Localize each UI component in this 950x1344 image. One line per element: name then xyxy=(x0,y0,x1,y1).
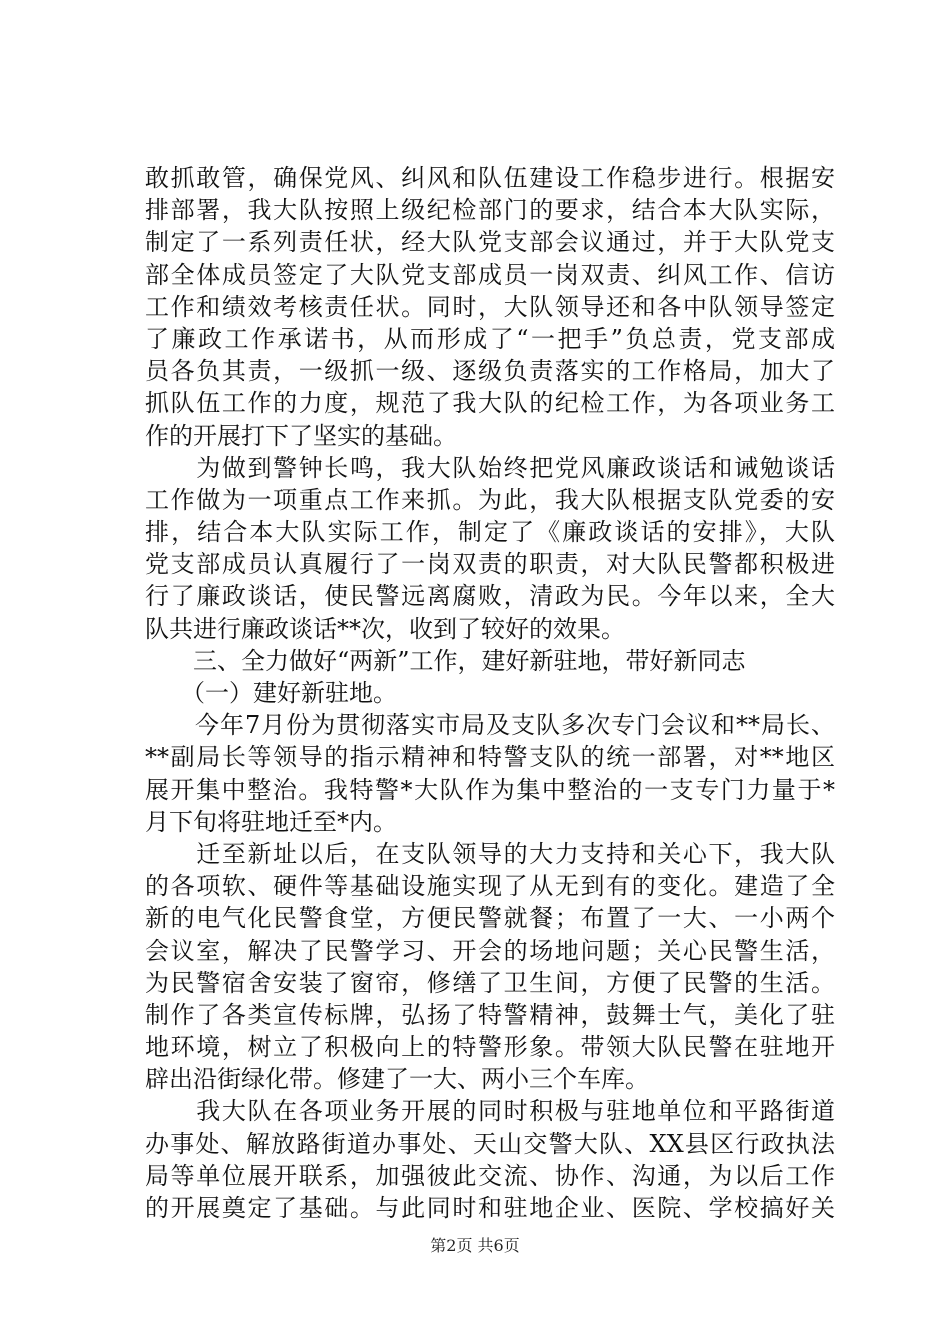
text-line: 作的开展打下了坚实的基础。 xyxy=(145,421,457,450)
text-line: 制作了各类宣传标牌，弘扬了特警精神，鼓舞士气，美化了驻 xyxy=(145,1000,835,1029)
text-line: 地环境，树立了积极向上的特警形象。带领大队民警在驻地开 xyxy=(145,1033,835,1062)
text-line: 制定了一系列责任状，经大队党支部会议通过，并于大队党支 xyxy=(145,228,835,257)
text-line: 了廉政工作承诺书，从而形成了“一把手”负总责，党支部成 xyxy=(145,324,835,353)
text-line: 行了廉政谈话，使民警远离腐败，清政为民。今年以来，全大 xyxy=(145,582,835,611)
text-line: 工作做为一项重点工作来抓。为此，我大队根据支队党委的安 xyxy=(145,485,835,514)
text-line: 为做到警钟长鸣，我大队始终把党风廉政谈话和诫勉谈话 xyxy=(145,453,835,482)
text-line: 党支部成员认真履行了一岗双责的职责，对大队民警都积极进 xyxy=(145,550,835,579)
text-line: 队共进行廉政谈话**次，收到了较好的效果。 xyxy=(145,614,625,643)
text-line: **副局长等领导的指示精神和特警支队的统一部署，对**地区 xyxy=(145,743,835,772)
text-line: 员各负其责，一级抓一级、逐级负责落实的工作格局，加大了 xyxy=(145,357,835,386)
page-footer: 第2页 共6页 xyxy=(430,1236,520,1255)
text-line: 排部署，我大队按照上级纪检部门的要求，结合本大队实际， xyxy=(145,196,835,225)
text-line: 敢抓敢管，确保党风、纠风和队伍建设工作稳步进行。根据安 xyxy=(145,164,835,192)
text-line: （一）建好新驻地。 xyxy=(145,679,397,707)
text-line: 会议室，解决了民警学习、开会的场地问题；关心民警生活， xyxy=(145,936,835,965)
text-line: 局等单位展开联系，加强彼此交流、协作、沟通，为以后工作 xyxy=(145,1161,835,1190)
document-body xyxy=(145,162,835,1224)
text-line: 迁至新址以后，在支队领导的大力支持和关心下，我大队 xyxy=(145,839,835,868)
text-line: 月下旬将驻地迁至*内。 xyxy=(145,807,397,836)
text-line: 部全体成员签定了大队党支部成员一岗双责、纠风工作、信访 xyxy=(145,260,835,289)
text-line: 排，结合本大队实际工作，制定了《廉政谈话的安排》，大队 xyxy=(145,518,835,547)
text-line: 新的电气化民警食堂，方便民警就餐；布置了一大、一小两个 xyxy=(145,904,835,933)
text-line: 展开集中整治。我特警*大队作为集中整治的一支专门力量于* xyxy=(145,775,835,804)
text-line: 的开展奠定了基础。与此同时和驻地企业、医院、学校搞好关 xyxy=(145,1194,835,1222)
text-line: 今年7月份为贯彻落实市局及支队多次专门会议和**局长、 xyxy=(145,711,835,740)
text-line: 三、全力做好“两新”工作，建好新驻地，带好新同志 xyxy=(145,646,746,675)
text-line: 辟出沿街绿化带。修建了一大、两小三个车库。 xyxy=(145,1065,649,1094)
text-line: 的各项软、硬件等基础设施实现了从无到有的变化。建造了全 xyxy=(145,872,835,901)
text-line: 抓队伍工作的力度，规范了我大队的纪检工作，为各项业务工 xyxy=(145,389,835,418)
text-line: 为民警宿舍安装了窗帘，修缮了卫生间，方便了民警的生活。 xyxy=(145,968,835,997)
text-line: 工作和绩效考核责任状。同时，大队领导还和各中队领导签定 xyxy=(145,292,835,321)
text-line: 我大队在各项业务开展的同时积极与驻地单位和平路街道 xyxy=(145,1097,835,1126)
text-line: 办事处、解放路街道办事处、天山交警大队、XX县区行政执法 xyxy=(145,1129,835,1158)
